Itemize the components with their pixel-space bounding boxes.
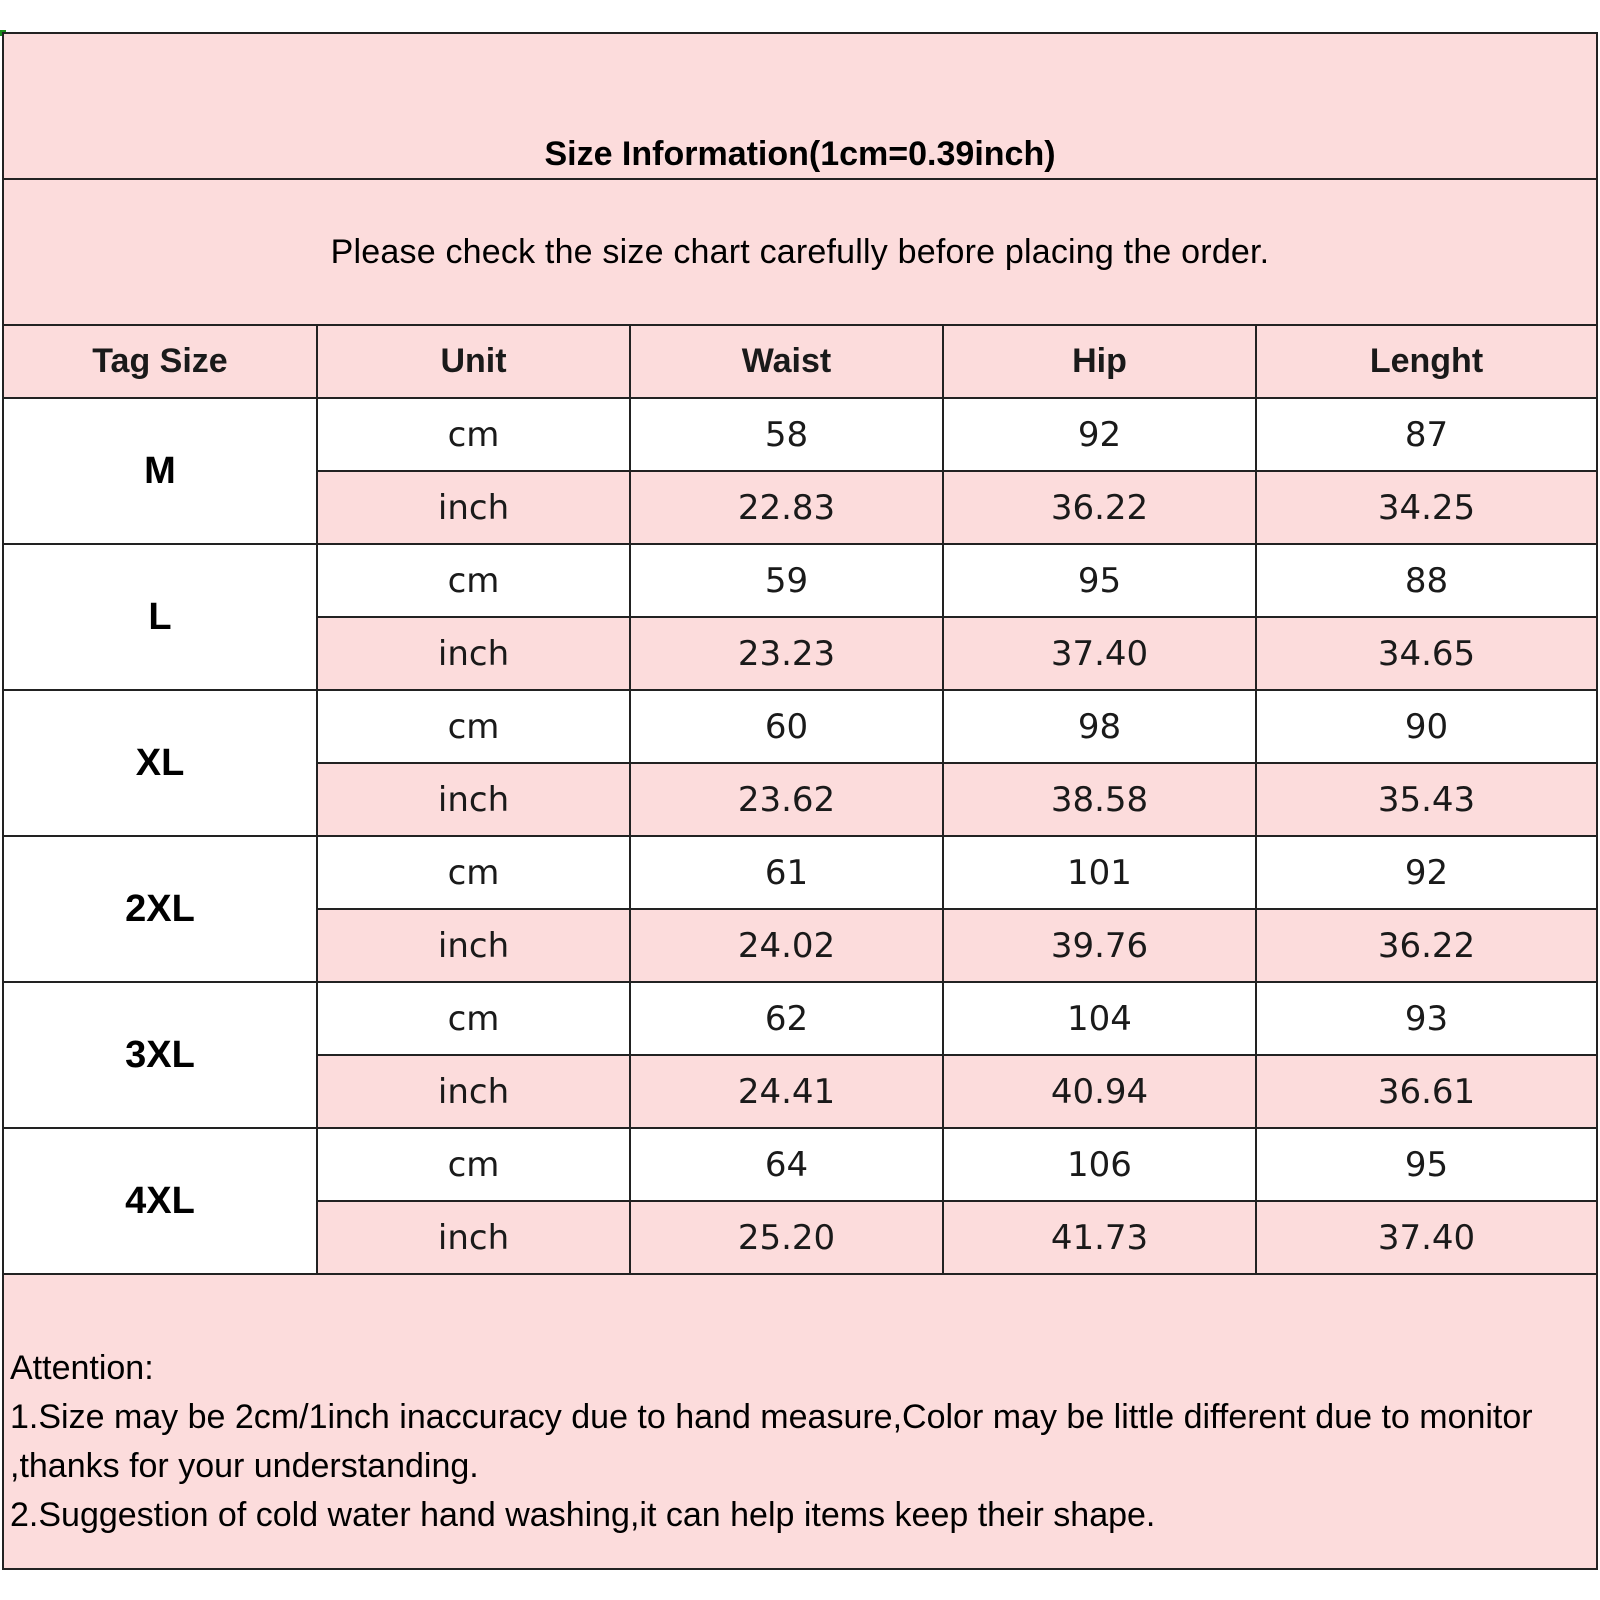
unit-cell: inch <box>317 617 630 690</box>
unit-cell: inch <box>317 471 630 544</box>
tag-size-cell: 2XL <box>4 836 317 982</box>
hip-cell: 92 <box>943 398 1256 471</box>
table-row <box>4 1128 1596 1201</box>
tag-size-cell: L <box>4 544 317 690</box>
unit-cell: inch <box>317 1055 630 1128</box>
page-title: Size Information(1cm=0.39inch) <box>544 135 1056 173</box>
size-chart-sheet <box>2 32 1598 1570</box>
hip-cell: 95 <box>943 544 1256 617</box>
length-cell: 88 <box>1256 544 1596 617</box>
table-row <box>4 836 1596 909</box>
length-cell: 36.22 <box>1256 909 1596 982</box>
notes-line-2: 2.Suggestion of cold water hand washing,it can help items keep their shape. <box>10 1496 1156 1534</box>
waist-cell: 58 <box>630 398 943 471</box>
size-table <box>4 326 1596 1275</box>
length-cell: 92 <box>1256 836 1596 909</box>
hip-cell: 98 <box>943 690 1256 763</box>
waist-cell: 59 <box>630 544 943 617</box>
table-row <box>4 398 1596 471</box>
hip-cell: 38.58 <box>943 763 1256 836</box>
hip-cell: 40.94 <box>943 1055 1256 1128</box>
title-block <box>4 34 1596 180</box>
hip-cell: 36.22 <box>943 471 1256 544</box>
notes-heading: Attention: <box>10 1349 154 1387</box>
waist-cell: 61 <box>630 836 943 909</box>
hip-cell: 41.73 <box>943 1201 1256 1274</box>
table-row <box>4 544 1596 617</box>
table-header-row <box>4 326 1596 398</box>
waist-cell: 60 <box>630 690 943 763</box>
unit-cell: cm <box>317 398 630 471</box>
column-header-waist: Waist <box>630 326 943 398</box>
waist-cell: 62 <box>630 982 943 1055</box>
unit-cell: cm <box>317 544 630 617</box>
length-cell: 93 <box>1256 982 1596 1055</box>
length-cell: 95 <box>1256 1128 1596 1201</box>
attention-notes <box>10 1344 1590 1540</box>
length-cell: 90 <box>1256 690 1596 763</box>
waist-cell: 23.23 <box>630 617 943 690</box>
hip-cell: 104 <box>943 982 1256 1055</box>
unit-cell: inch <box>317 1201 630 1274</box>
tag-size-cell: 3XL <box>4 982 317 1128</box>
column-header-tag-size: Tag Size <box>4 326 317 398</box>
column-header-length: Lenght <box>1256 326 1596 398</box>
column-header-unit: Unit <box>317 326 630 398</box>
waist-cell: 64 <box>630 1128 943 1201</box>
length-cell: 87 <box>1256 398 1596 471</box>
page-subtitle: Please check the size chart carefully before placing the order. <box>330 232 1270 271</box>
waist-cell: 25.20 <box>630 1201 943 1274</box>
waist-cell: 23.62 <box>630 763 943 836</box>
waist-cell: 24.02 <box>630 909 943 982</box>
unit-cell: cm <box>317 1128 630 1201</box>
notes-line-1: 1.Size may be 2cm/1inch inaccuracy due to hand measure,Color may be little different due to monitor ,thanks for your understanding. <box>10 1398 1533 1485</box>
tag-size-cell: 4XL <box>4 1128 317 1274</box>
unit-cell: inch <box>317 909 630 982</box>
unit-cell: inch <box>317 763 630 836</box>
subtitle-block <box>4 180 1596 326</box>
hip-cell: 106 <box>943 1128 1256 1201</box>
waist-cell: 24.41 <box>630 1055 943 1128</box>
unit-cell: cm <box>317 982 630 1055</box>
length-cell: 36.61 <box>1256 1055 1596 1128</box>
waist-cell: 22.83 <box>630 471 943 544</box>
tag-size-cell: M <box>4 398 317 544</box>
unit-cell: cm <box>317 690 630 763</box>
table-row <box>4 982 1596 1055</box>
hip-cell: 37.40 <box>943 617 1256 690</box>
column-header-hip: Hip <box>943 326 1256 398</box>
hip-cell: 101 <box>943 836 1256 909</box>
length-cell: 37.40 <box>1256 1201 1596 1274</box>
length-cell: 35.43 <box>1256 763 1596 836</box>
hip-cell: 39.76 <box>943 909 1256 982</box>
unit-cell: cm <box>317 836 630 909</box>
tag-size-cell: XL <box>4 690 317 836</box>
length-cell: 34.65 <box>1256 617 1596 690</box>
length-cell: 34.25 <box>1256 471 1596 544</box>
table-row <box>4 690 1596 763</box>
